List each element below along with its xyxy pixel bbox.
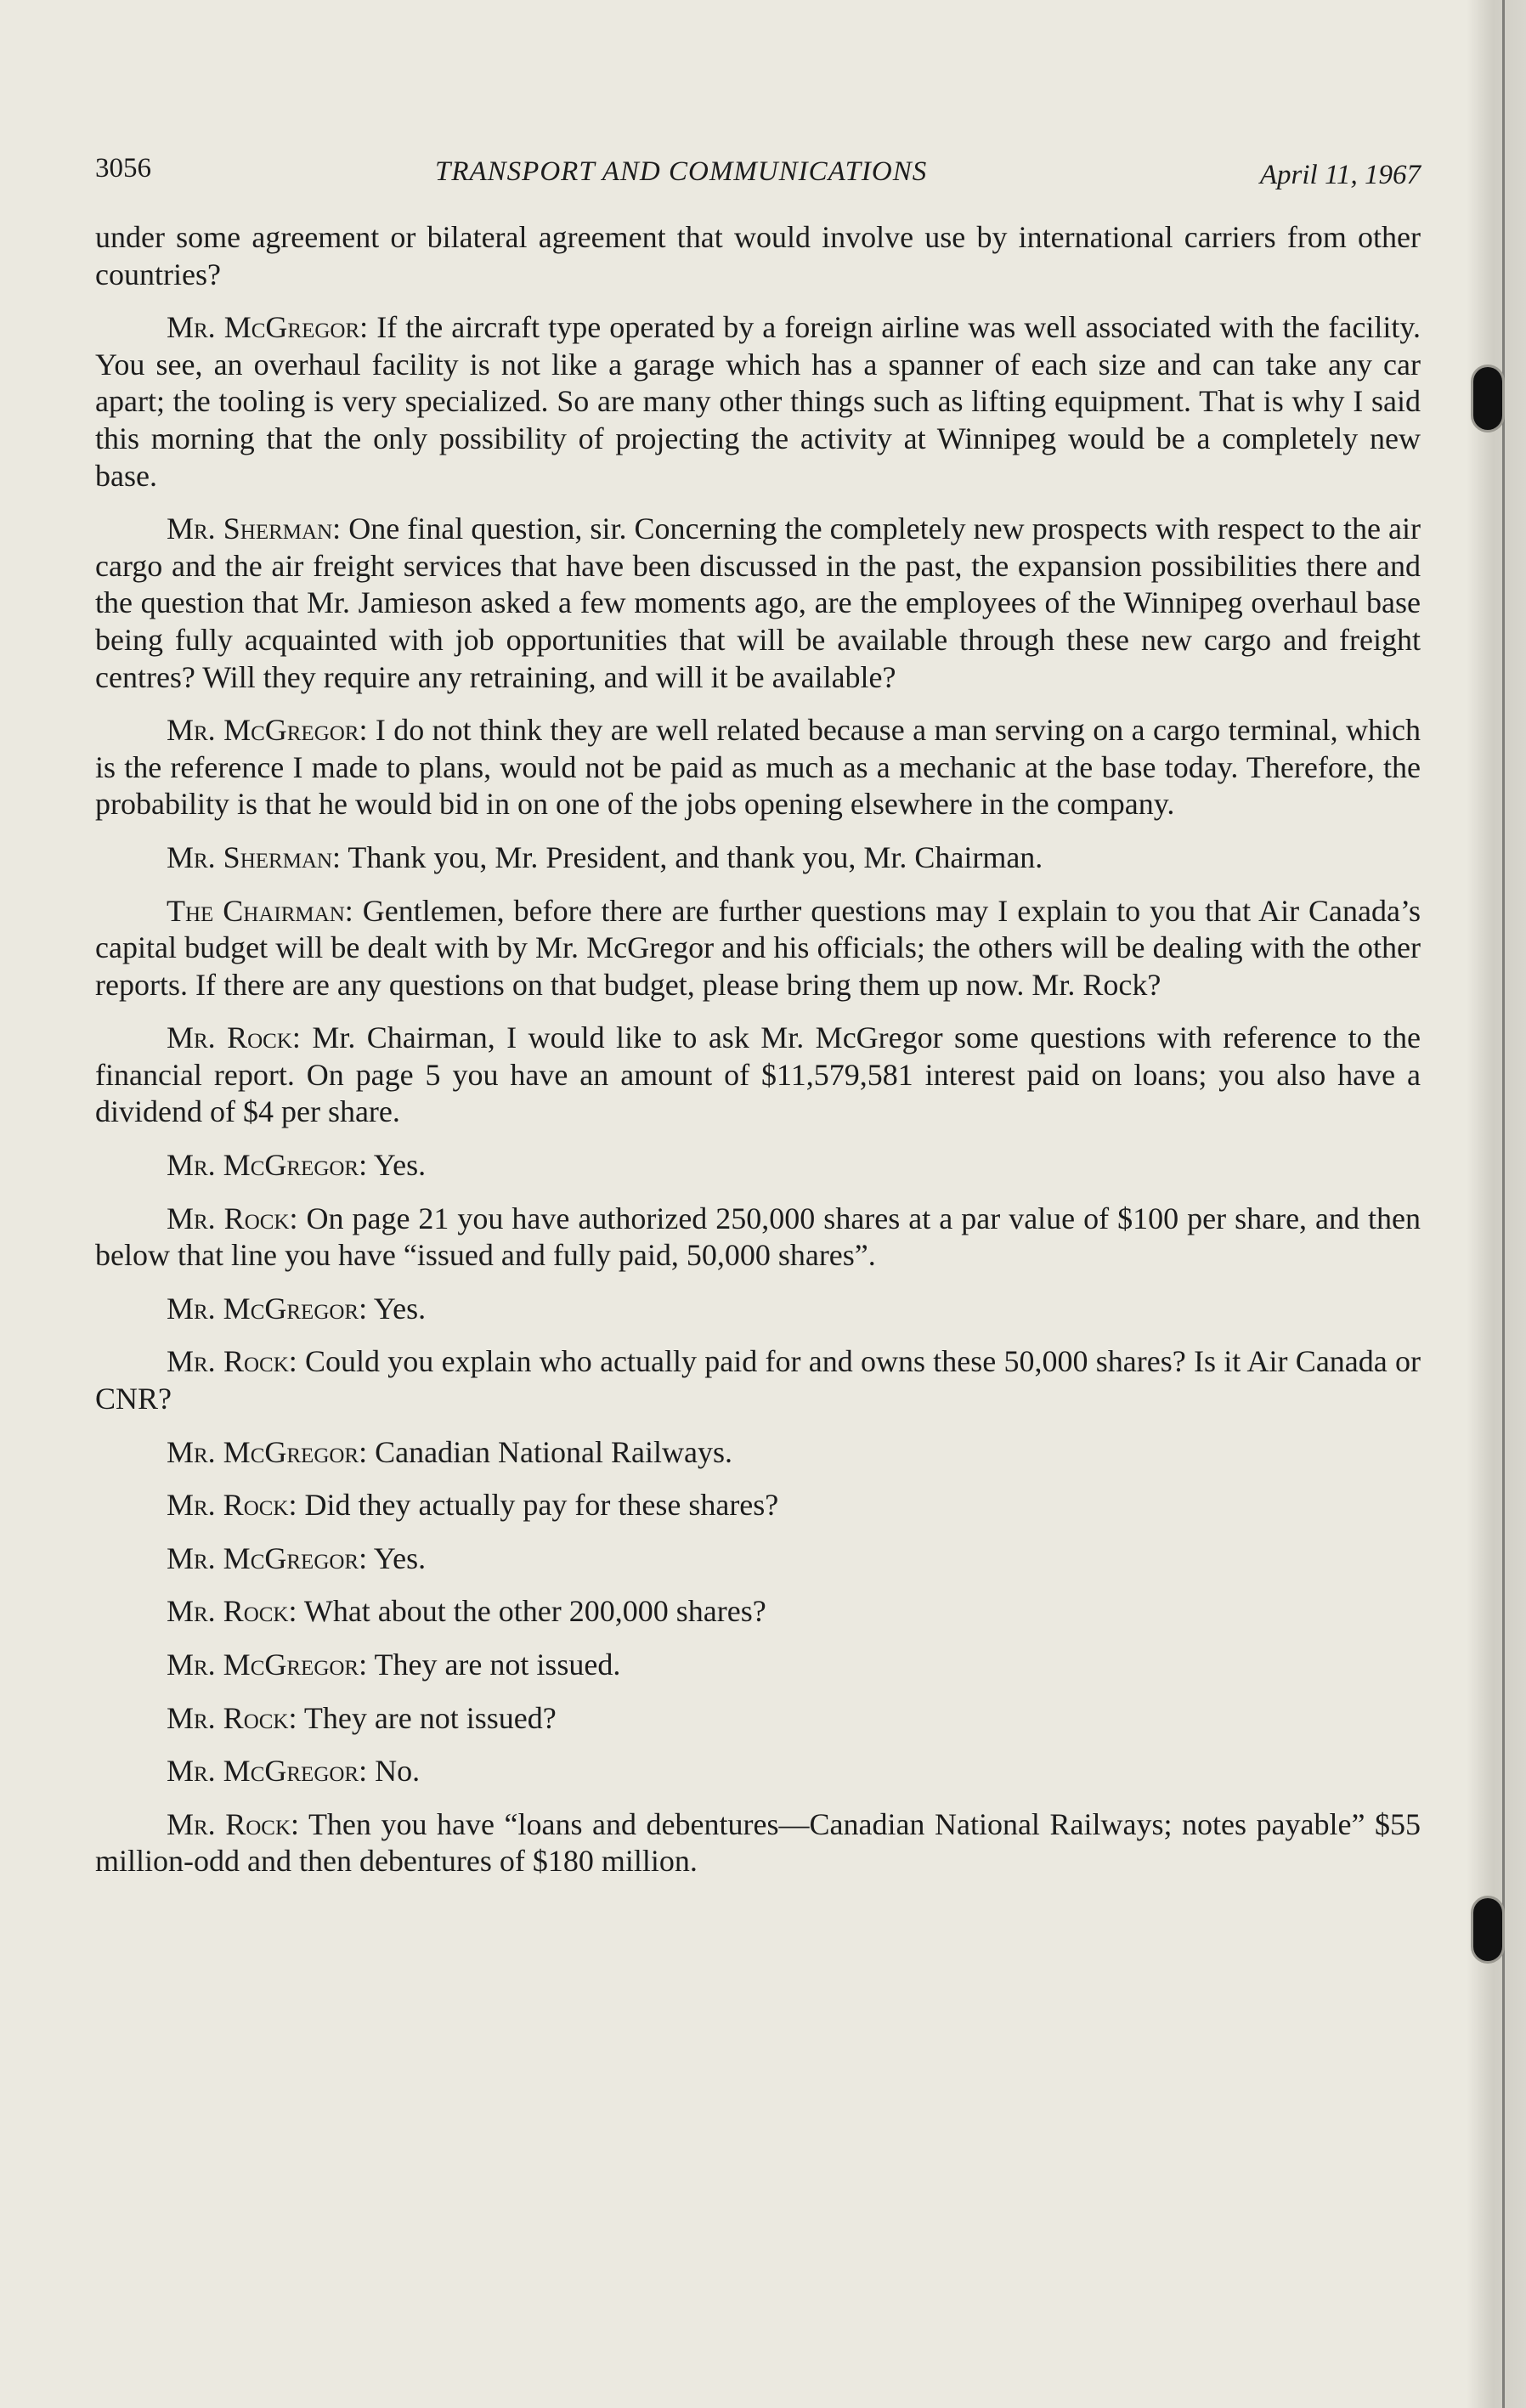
paragraph-text: What about the other 200,000 shares? xyxy=(303,1594,766,1629)
paragraph-text: Did they actually pay for these shares? xyxy=(304,1488,779,1523)
speaker-name: Mr. Rock: xyxy=(167,1488,297,1523)
speaker-name: Mr. Rock: xyxy=(167,1700,297,1735)
speaker-name: Mr. McGregor: xyxy=(167,1434,368,1469)
paragraph-text: under some agreement or bilateral agreement that would involve use by international carriers from other countries? xyxy=(95,220,1421,291)
paragraph-text: Yes. xyxy=(373,1291,427,1326)
paragraph xyxy=(95,1147,1421,1184)
paragraph xyxy=(95,1753,1421,1790)
paragraph xyxy=(95,219,1421,293)
paragraph-text: If the aircraft type operated by a foreign airline was well associated with the facility. You see, an overhaul facility is not like a garage which has a spanner of each size and can take any car apart; the tooling is very specialized. So are many other things such as lifting equipment. That is why I said this morning that the only possibility of projecting the activity at Winnipeg would be a completely new base. xyxy=(95,310,1421,493)
speaker-name: Mr. Sherman: xyxy=(167,512,342,546)
paragraph-text: Gentlemen, before there are further questions may I explain to you that Air Canada’s capital budget will be dealt with by Mr. McGregor and his officials; the others will be dealing with the other reports. If there are any questions on that budget, please bring them up now. Mr. Rock? xyxy=(95,893,1421,1002)
speaker-name: The Chairman: xyxy=(167,893,353,928)
paragraph-text: Mr. Chairman, I would like to ask Mr. McGregor some questions with reference to the financial report. On page 5 you have an amount of $11,579,581 interest paid on loans; you also have a dividend of $4 per share. xyxy=(95,1020,1421,1129)
speaker-name: Mr. Rock: xyxy=(167,1594,297,1629)
speaker-name: Mr. Sherman: xyxy=(167,839,342,874)
speaker-name: Mr. McGregor: xyxy=(167,1148,368,1183)
page-header xyxy=(95,153,1421,197)
paragraph xyxy=(95,511,1421,696)
speaker-name: Mr. McGregor: xyxy=(167,1291,368,1326)
paragraph-text: Could you explain who actually paid for and owns these 50,000 shares? Is it Air Canada or CNR? xyxy=(95,1344,1421,1416)
speaker-name: Mr. Rock: xyxy=(167,1344,297,1379)
transcript-body xyxy=(95,219,1421,1896)
paragraph xyxy=(95,309,1421,495)
speaker-name: Mr. Rock: xyxy=(167,1806,300,1841)
paragraph xyxy=(95,712,1421,823)
paragraph xyxy=(95,893,1421,1004)
paragraph-text: Thank you, Mr. President, and thank you, Mr. Chairman. xyxy=(348,839,1043,874)
paragraph-text: One final question, sir. Concerning the completely new prospects with respect to the air cargo and the air freight services that have been discussed in the past, the expansion possibilities there and the question that Mr. Jamieson asked a few moments ago, are the employees of the Winnipeg overhaul base being fully acquainted with job opportunities that will be available through these new cargo and freight centres? Will they require any retraining, and will it be available? xyxy=(95,512,1421,694)
paragraph xyxy=(95,1291,1421,1328)
running-title: TRANSPORT AND COMMUNICATIONS xyxy=(435,156,928,187)
paragraph xyxy=(95,1647,1421,1684)
paragraph-text: Then you have “loans and debentures—Canadian National Railways; notes payable” $55 million-odd and then debentures of $180 million. xyxy=(95,1806,1421,1879)
paragraph xyxy=(95,1020,1421,1131)
paragraph xyxy=(95,1487,1421,1524)
paragraph-text: Canadian National Railways. xyxy=(375,1434,732,1469)
paragraph xyxy=(95,839,1421,877)
paragraph xyxy=(95,1201,1421,1275)
paragraph-text: They are not issued. xyxy=(374,1648,621,1682)
paragraph-text: On page 21 you have authorized 250,000 shares at a par value of $100 per share, and then below that line you have “issued and fully paid, 50,000 shares”. xyxy=(95,1201,1421,1273)
paragraph xyxy=(95,1593,1421,1631)
header-date: April 11, 1967 xyxy=(1259,160,1421,190)
paragraph xyxy=(95,1434,1421,1472)
speaker-name: Mr. McGregor: xyxy=(167,713,368,748)
binder-hole-bottom xyxy=(1473,1898,1502,1961)
speaker-name: Mr. Rock: xyxy=(167,1020,301,1055)
paragraph-text: I do not think they are well related because a man serving on a cargo terminal, which is the reference I made to plans, would not be paid as much as a mechanic at the base today. Therefore, the probability is that he would bid in on one of the jobs opening elsewhere in the company. xyxy=(95,713,1421,822)
paragraph xyxy=(95,1806,1421,1880)
speaker-name: Mr. McGregor: xyxy=(167,1648,368,1682)
page-number: 3056 xyxy=(95,153,151,184)
page-edge xyxy=(1502,0,1505,2408)
paragraph xyxy=(95,1343,1421,1417)
paragraph-text: Yes. xyxy=(373,1540,427,1575)
speaker-name: Mr. McGregor: xyxy=(167,310,369,345)
speaker-name: Mr. McGregor: xyxy=(167,1754,368,1789)
speaker-name: Mr. McGregor: xyxy=(167,1540,368,1575)
paragraph xyxy=(95,1540,1421,1578)
paragraph xyxy=(95,1700,1421,1738)
paragraph-text: Yes. xyxy=(373,1148,427,1183)
binder-hole-top xyxy=(1473,367,1502,430)
paragraph-text: No. xyxy=(375,1754,421,1789)
page-gutter-shadow xyxy=(1467,0,1526,2408)
paragraph-text: They are not issued? xyxy=(303,1700,557,1735)
speaker-name: Mr. Rock: xyxy=(167,1201,298,1235)
